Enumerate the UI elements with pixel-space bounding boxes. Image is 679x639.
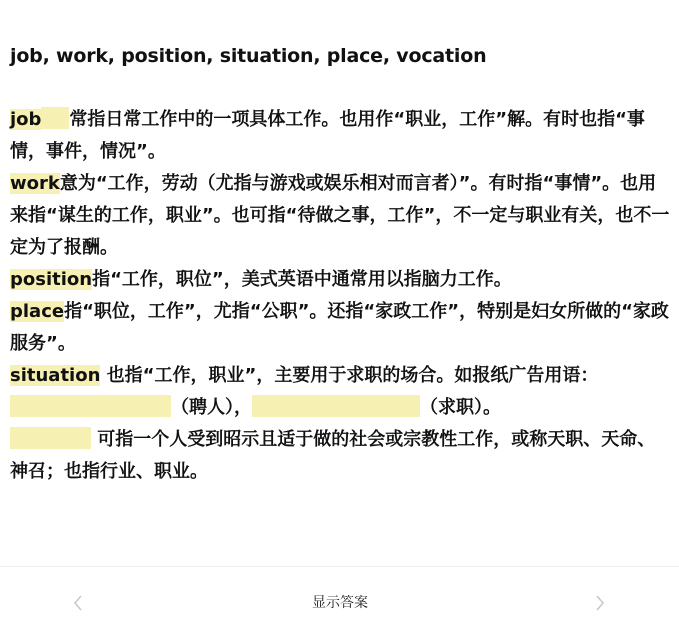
entry-word-position: position xyxy=(10,269,93,290)
entry-text-position: 指“工作，职位”，美式英语中通常用以指脑力工作。 xyxy=(92,269,512,290)
card-content xyxy=(10,40,672,488)
cloze-blank-1[interactable] xyxy=(10,395,171,417)
entry-job xyxy=(10,104,672,168)
entry-position xyxy=(10,264,672,296)
entry-text-situation-1: 也指“工作，职业”，主要用于求职的场合。如报纸广告用语： xyxy=(100,365,599,386)
cloze-blank-2[interactable] xyxy=(252,395,420,417)
entry-text-vocation: 可指一个人受到昭示且适于做的社会或宗教性工作，或称天职、天命、神召；也指行业、职业。 xyxy=(10,429,656,482)
cloze-blank-vocation[interactable] xyxy=(10,427,91,449)
entry-text-job: 常指日常工作中的一项具体工作。也用作“职业，工作”解。有时也指“事情，事件，情况”。 xyxy=(10,109,645,162)
entry-word-situation: situation xyxy=(10,365,101,386)
chevron-right-icon[interactable] xyxy=(590,589,610,617)
entry-word-work: work xyxy=(10,173,60,194)
entry-vocation xyxy=(10,424,672,488)
blank-job-suffix xyxy=(41,107,69,129)
entry-text-work: 意为“工作，劳动（尤指与游戏或娱乐相对而言者）”。有时指“事情”。也用来指“谋生的工作，职业”。也可指“待做之事，工作”，不一定与职业有关，也不一定为了报酬。 xyxy=(10,173,670,258)
entry-word-job: job xyxy=(10,109,42,130)
entry-place xyxy=(10,296,672,360)
entry-text-situation-3: （求职）。 xyxy=(420,397,501,418)
chevron-left-icon[interactable] xyxy=(68,589,88,617)
entry-word-place: place xyxy=(10,301,65,322)
entry-text-place: 指“职位，工作”，尤指“公职”。还指“家政工作”，特别是妇女所做的“家政服务”。 xyxy=(10,301,669,354)
entry-work xyxy=(10,168,672,264)
entry-text-situation-2: （聘人）， xyxy=(171,397,252,418)
card-footer xyxy=(0,566,679,639)
entry-situation xyxy=(10,360,672,424)
show-answer-button[interactable]: 显示答案 xyxy=(312,595,368,611)
card-heading: job, work, position, situation, place, vocation xyxy=(10,45,487,67)
